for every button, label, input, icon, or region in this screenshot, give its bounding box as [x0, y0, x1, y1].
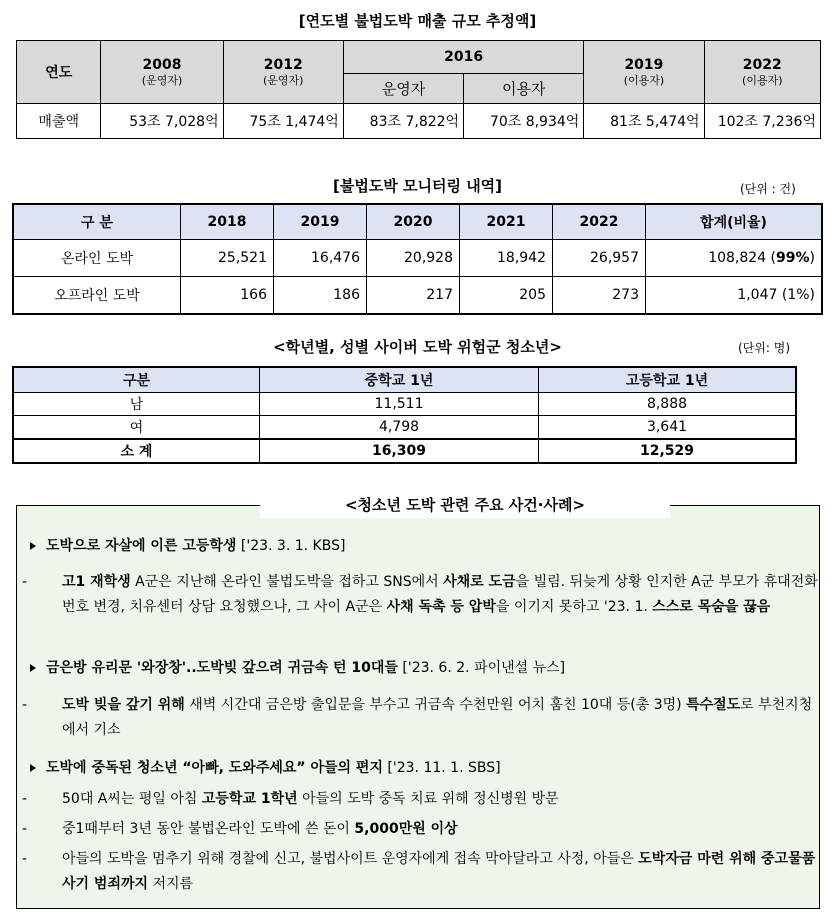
case-detail: [22, 693, 822, 743]
value-cell: 4,798: [260, 416, 539, 440]
header-cell: 고등학교 1년: [539, 367, 797, 393]
row-label: 여: [13, 416, 260, 440]
value-cell: 75조 1,474억: [223, 104, 343, 139]
header-cell: 합계(비율): [646, 204, 823, 240]
case-heading: [30, 535, 345, 557]
col-2016-operator: 운영자: [343, 74, 463, 104]
header-cell: 2019: [274, 204, 367, 240]
risk-youth-table: [12, 366, 797, 464]
detail-text: 저지름: [148, 876, 194, 892]
value-cell: 3,641: [539, 416, 797, 440]
header-cell: 구 분: [13, 204, 181, 240]
value-cell: 26,957: [553, 240, 646, 277]
table3-title: <학년별, 성별 사이버 도박 위험군 청소년>: [273, 338, 562, 356]
detail-text: 을 빌림. 뒤늦게 상황 인지한 A군 부모가 휴대전화 번호 변경, 치유센터 상담 요청했으나, 그 사이 A군은: [62, 574, 818, 615]
case-source: ['23. 6. 2. 파이낸셜 뉴스]: [397, 660, 566, 676]
col-2022: 2022 (이용자): [704, 41, 820, 104]
value-cell: 83조 7,822억: [343, 104, 463, 139]
detail-text: 로 부천지청에서 기소: [62, 697, 813, 738]
value-cell: 8,888: [539, 393, 797, 416]
value-cell: 11,511: [260, 393, 539, 416]
detail-emphasis: 사채 독촉 등 압박: [386, 599, 496, 615]
case-heading-title: 도박으로 자살에 이른 고등학생: [46, 538, 237, 554]
case-detail: [22, 817, 822, 842]
triangle-bullet-icon: [30, 664, 36, 672]
value-cell: 25,521: [181, 240, 274, 277]
header-cell: 2018: [181, 204, 274, 240]
case-heading: [30, 657, 565, 679]
detail-text: 아들의 도박을 멈추기 위해 경찰에 신고, 불법사이트 운영자에게 접속 막아달라고 사정, 아들은: [62, 851, 639, 867]
triangle-bullet-icon: [30, 542, 36, 550]
detail-emphasis: 사채로 도금: [443, 574, 516, 590]
total-cell: 12,529: [539, 439, 797, 463]
header-cell: 구분: [13, 367, 260, 393]
col-2019: 2019 (이용자): [584, 41, 704, 104]
col-2016: 2016: [343, 41, 583, 74]
col-2016-user: 이용자: [464, 74, 584, 104]
value-cell: 81조 5,474억: [584, 104, 704, 139]
row-label: 남: [13, 393, 260, 416]
sales-table: [16, 40, 821, 139]
case-detail: [22, 787, 822, 812]
case-detail: [22, 570, 822, 620]
header-cell: 2021: [460, 204, 553, 240]
triangle-bullet-icon: [30, 764, 36, 772]
dash-bullet: -: [22, 697, 28, 713]
detail-emphasis: 특수절도: [686, 697, 741, 713]
detail-emphasis: 스스로 목숨을 끊음: [652, 599, 771, 615]
dash-bullet: -: [22, 791, 28, 807]
case-heading-title: 금은방 유리문 '와장창'..도박빚 갚으려 귀금속 턴 10대들: [46, 660, 398, 676]
total-cell: 108,824 (99%): [646, 240, 823, 277]
dash-bullet: -: [22, 851, 28, 867]
header-cell: 2022: [553, 204, 646, 240]
value-cell: 217: [367, 277, 460, 315]
header-cell: 2020: [367, 204, 460, 240]
total-cell: 16,309: [260, 439, 539, 463]
value-cell: 186: [274, 277, 367, 315]
case-heading: [30, 757, 501, 779]
table3-unit: (단위: 명): [738, 341, 790, 355]
detail-text: 새벽 시간대 금은방 출입문을 부수고 귀금속 수천만원 어치 훔친 10대 등(총 3명): [184, 697, 687, 713]
value-cell: 166: [181, 277, 274, 315]
value-cell: 20,928: [367, 240, 460, 277]
value-cell: 102조 7,236억: [704, 104, 820, 139]
row-label-online: 온라인 도박: [13, 240, 181, 277]
dash-bullet: -: [22, 821, 28, 837]
value-cell: 53조 7,028억: [101, 104, 223, 139]
detail-emphasis: 고1 재학생: [62, 574, 131, 590]
detail-text: 50대 A씨는 평일 아침: [62, 791, 202, 807]
value-cell: 273: [553, 277, 646, 315]
value-cell: 205: [460, 277, 553, 315]
total-label: 소 계: [13, 439, 260, 463]
monitoring-table: [12, 203, 823, 315]
detail-emphasis: 고등학교 1학년: [201, 791, 298, 807]
detail-text: 을 이기지 못하고 '23. 1.: [495, 599, 653, 615]
row-label-offline: 오프라인 도박: [13, 277, 181, 315]
value-cell: 16,476: [274, 240, 367, 277]
dash-bullet: -: [22, 574, 28, 590]
value-cell: 70조 8,934억: [464, 104, 584, 139]
detail-emphasis: 도박 빚을 갚기 위해: [62, 697, 185, 713]
case-detail: [22, 847, 822, 897]
detail-emphasis: 5,000만원 이상: [354, 821, 458, 837]
case-source: ['23. 11. 1. SBS]: [382, 760, 501, 776]
total-cell: 1,047 (1%): [646, 277, 823, 315]
year-header: 연도: [17, 41, 101, 104]
detail-text: 중1때부터 3년 동안 불법온라인 도박에 쓴 돈이: [62, 821, 355, 837]
case-heading-title: 도박에 중독된 청소년 “아빠, 도와주세요” 아들의 편지: [46, 760, 383, 776]
detail-text: A군은 지난해 온라인 불법도박을 접하고 SNS에서: [130, 574, 444, 590]
col-2012: 2012 (운영자): [223, 41, 343, 104]
cases-title: <청소년 도박 관련 주요 사건·사례>: [260, 492, 670, 518]
table1-title: [연도별 불법도박 매출 규모 추정액]: [298, 12, 537, 30]
table2-unit: (단위 : 건): [740, 182, 796, 196]
case-source: ['23. 3. 1. KBS]: [236, 538, 346, 554]
detail-text: 아들의 도박 중독 치료 위해 정신병원 방문: [297, 791, 559, 807]
row-label-sales: 매출액: [17, 104, 101, 139]
table2-title: [불법도박 모니터링 내역]: [332, 177, 503, 195]
col-2008: 2008 (운영자): [101, 41, 223, 104]
detail-emphasis: 도박자금 마련 위해 중고물품 사기 범죄까지: [62, 851, 816, 892]
header-cell: 중학교 1년: [260, 367, 539, 393]
value-cell: 18,942: [460, 240, 553, 277]
